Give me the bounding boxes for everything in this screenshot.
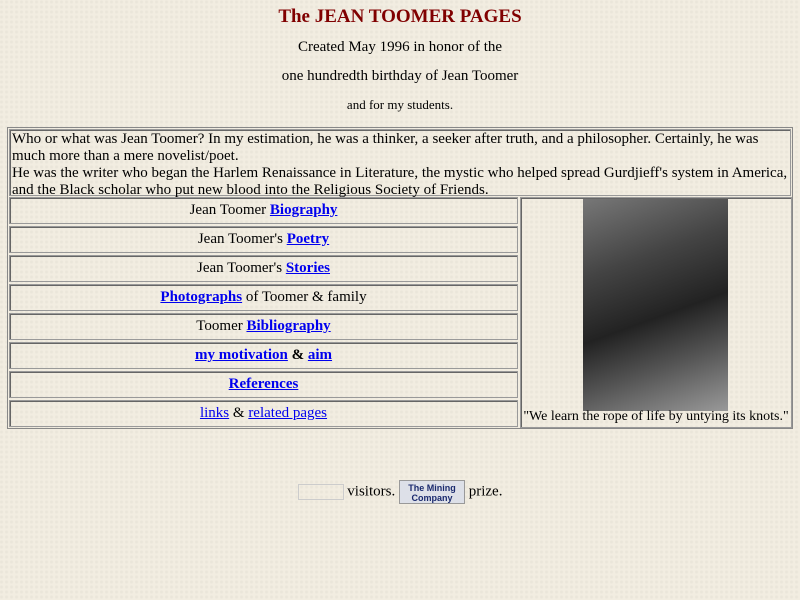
nav-references <box>9 371 518 398</box>
nav-text: & <box>229 405 249 421</box>
nav-poetry <box>9 226 518 253</box>
references-link[interactable]: References <box>228 376 299 392</box>
bibliography-link[interactable]: Bibliography <box>246 318 331 334</box>
nav-links <box>9 400 518 427</box>
stories-link[interactable]: Stories <box>285 260 331 276</box>
nav-bibliography <box>9 313 518 340</box>
subtitle-line: one hundredth birthday of Jean Toomer <box>281 68 519 84</box>
photographs-link[interactable]: Photographs <box>160 289 243 305</box>
nav-photographs <box>9 284 518 311</box>
photo-cell <box>520 197 792 428</box>
biography-link[interactable]: Biography <box>269 202 338 218</box>
nav-text: Jean Toomer's <box>197 231 287 247</box>
intro-paragraph: Who or what was Jean Toomer? In my estimation, he was a thinker, a seeker after truth, and a philosopher. Certainly, he was much more than a mere novelist/poet. <box>12 131 759 164</box>
mining-company-badge[interactable] <box>399 480 465 504</box>
links-link[interactable]: links <box>199 405 230 421</box>
nav-biography <box>9 197 518 224</box>
intro-cell <box>9 129 791 196</box>
main-table <box>7 127 793 429</box>
prize-text: prize. <box>464 483 503 500</box>
nav-text: Jean Toomer <box>189 202 270 218</box>
related-pages-link[interactable]: related pages <box>248 405 328 421</box>
nav-stories <box>9 255 518 282</box>
visitors-text: visitors. <box>343 483 399 500</box>
motivation-link[interactable]: my motivation <box>194 347 288 363</box>
broken-image-icon <box>298 484 344 500</box>
poetry-link[interactable]: Poetry <box>286 231 330 247</box>
badge-line: Company <box>411 493 453 503</box>
nav-text: & <box>287 347 308 363</box>
intro-paragraph: He was the writer who began the Harlem Renaissance in Literature, the mystic who helped spread Gurdjieff's system in America, and the Black scholar who put new blood into the Religious Society of Friends. <box>12 165 788 198</box>
aim-link[interactable]: aim <box>307 347 333 363</box>
badge-line: The Mining <box>408 483 456 493</box>
photo-caption: "We learn the rope of life by untying its knots." <box>523 409 789 424</box>
page-title: The JEAN TOOMER PAGES <box>278 6 522 27</box>
subtitle-line: Created May 1996 in honor of the <box>297 39 503 55</box>
nav-text: of Toomer & family <box>242 289 367 305</box>
jean-toomer-photo <box>583 199 728 411</box>
subtitle-line: and for my students. <box>346 97 454 112</box>
footer <box>0 480 800 504</box>
nav-text: Toomer <box>196 318 247 334</box>
nav-text: Jean Toomer's <box>196 260 286 276</box>
nav-motivation <box>9 342 518 369</box>
